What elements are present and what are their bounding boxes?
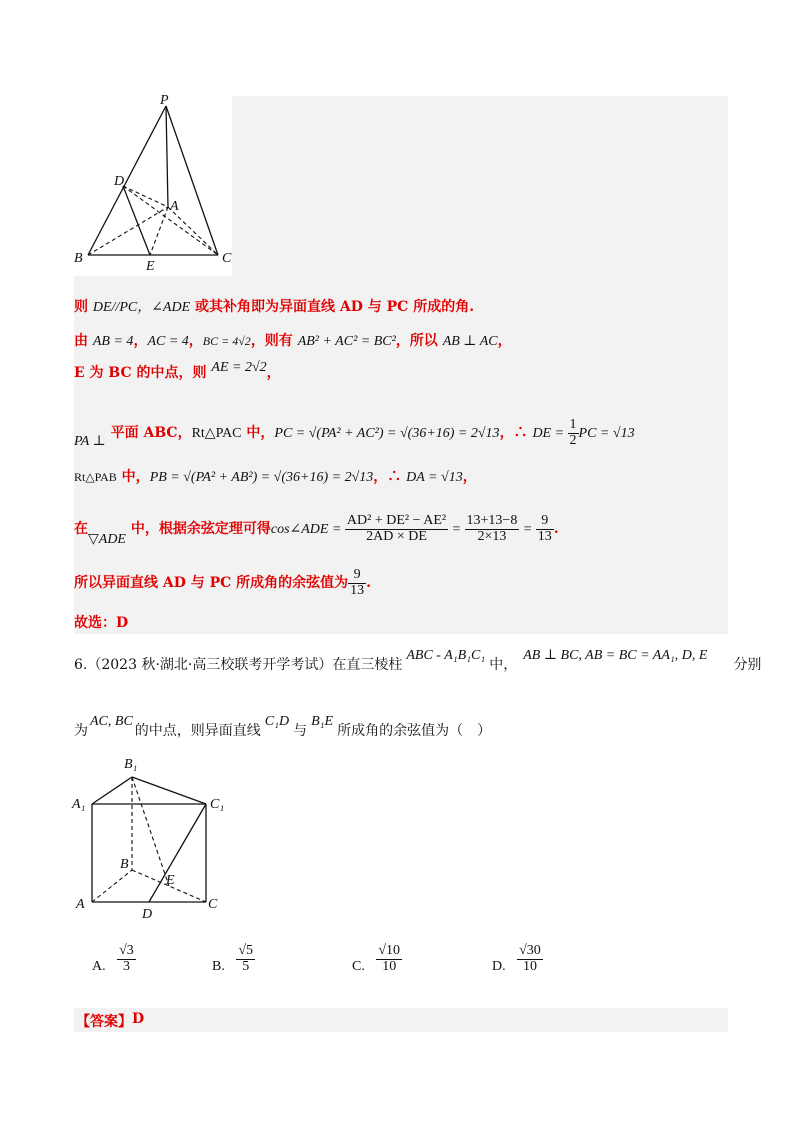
label-E: E xyxy=(146,259,155,274)
answer-tag: 【答案】 xyxy=(76,1014,132,1030)
question-number: 6. xyxy=(74,657,88,673)
solution-background xyxy=(232,96,728,276)
option-b[interactable]: B. $\frac{√5}{5}$ xyxy=(212,943,254,975)
label-D: D xyxy=(142,907,153,922)
label-P: P xyxy=(160,93,169,108)
solution-line-5: Rt△PAB 中，PB = √(PA² + AB²) = √(36+16) = 2√13，∴ DA = √13， xyxy=(74,469,477,485)
label-A: A xyxy=(76,897,85,912)
tetrahedron-figure xyxy=(70,90,240,275)
answer-bar xyxy=(74,1008,728,1032)
solution-line-7: 所以异面直线 AD 与 PC 所成角的余弦值为 $\frac{9}{13}$ . xyxy=(74,567,372,598)
label-C: C xyxy=(222,251,232,266)
answer-value: D xyxy=(132,1011,145,1027)
option-d[interactable]: D. $\frac{√30}{10}$ xyxy=(492,943,541,975)
label-B1: B₁ xyxy=(124,757,138,772)
solution-line-6: 在▽ADE 中，根据余弦定理可得cos∠ADE = $\frac{\text{AD² + DE² − AE²}}{2AD \times DE}$ = $\frac{13+13-8}{2\times 13}$ = $\frac{9}{13}$ . xyxy=(74,513,559,548)
question-line-1: 6.（2023 秋·湖北·高三校联考开学考试）在直三棱柱ABC - A₁B₁C₁中，AB ⊥ BC, AB = BC = AA₁, D, E分别 xyxy=(74,648,762,673)
label-E: E xyxy=(166,873,175,888)
label-B: B xyxy=(74,251,83,266)
label-A1: A₁ xyxy=(72,797,86,812)
label-D: D xyxy=(114,174,125,189)
solution-line-2: 由 AB = 4，AC = 4，BC = 4√2，则有 AB² + AC² = BC²，所以 AB ⊥ AC， xyxy=(74,333,512,349)
question-line-2: 为AC, BC的中点，则异面直线C₁D与B₁E所成角的余弦值为（ ） xyxy=(74,714,492,739)
option-c[interactable]: C. $\frac{√10}{10}$ xyxy=(352,943,401,975)
solution-line-3: E 为 BC 的中点，则 AE = 2√2， xyxy=(74,360,281,381)
label-C1: C₁ xyxy=(210,797,225,812)
label-A: A xyxy=(170,199,179,214)
label-B: B xyxy=(120,857,129,872)
prism-figure xyxy=(70,752,230,922)
solution-line-4: PA ⊥ 平面 ABC，Rt△PAC 中，PC = √(PA² + AC²) = √(36+16) = 2√13，∴ DE = $\frac{1}{2}$ PC = √13 xyxy=(74,417,635,450)
label-C: C xyxy=(208,897,218,912)
solution-conclusion: 故选：D xyxy=(74,615,129,631)
solution-line-1: 则 DE//PC，∠ADE 或其补角即为异面直线 AD 与 PC 所成的角. xyxy=(74,299,475,315)
option-a[interactable]: A. $\frac{√3}{3}$ xyxy=(92,943,134,975)
